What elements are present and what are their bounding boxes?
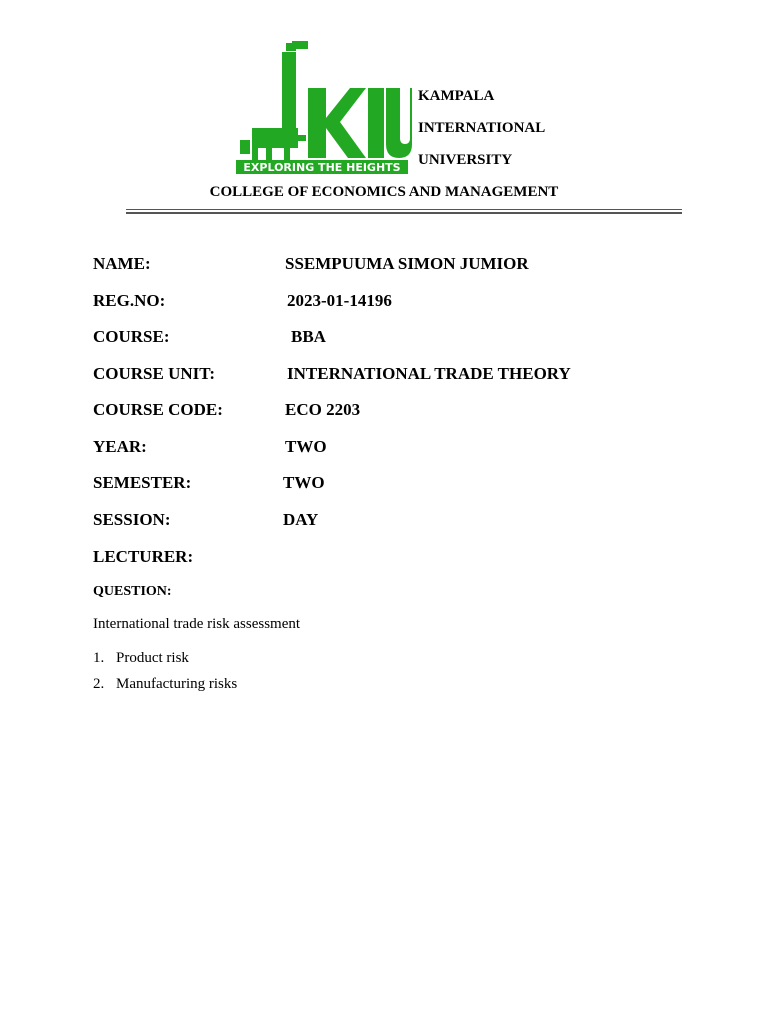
course-code-label: COURSE CODE: [93,400,223,419]
list-item-number: 2. [93,676,105,692]
year-label: YEAR: [93,437,147,456]
semester-value: TWO [283,473,325,492]
lecturer-label: LECTURER: [93,547,194,566]
college-name: COLLEGE OF ECONOMICS AND MANAGEMENT [209,184,559,200]
course-unit-value: INTERNATIONAL TRADE THEORY [287,364,571,383]
list-item: Manufacturing risks [116,676,238,692]
header-divider-thin [126,209,682,210]
university-name-line-2: INTERNATIONAL [418,120,546,136]
university-name-line-3: UNIVERSITY [418,152,513,168]
list-item: Product risk [116,650,189,666]
name-label: NAME: [93,254,151,273]
session-value: DAY [283,510,319,529]
course-label: COURSE: [93,327,170,346]
header-divider-thick [126,212,682,214]
semester-label: SEMESTER: [93,473,192,492]
question-label: QUESTION: [93,584,172,599]
university-name-line-1: KAMPALA [418,88,495,104]
logo-tagline: EXPLORING THE HEIGHTS [243,161,401,174]
year-value: TWO [285,437,327,456]
session-label: SESSION: [93,510,171,529]
course-unit-label: COURSE UNIT: [93,364,216,383]
list-item-number: 1. [93,650,105,666]
course-code-value: ECO 2203 [285,400,361,419]
kiu-logo [232,40,412,176]
course-value: BBA [291,327,326,346]
regno-value: 2023-01-14196 [287,291,392,310]
question-text: International trade risk assessment [93,616,301,632]
giraffe-icon [240,41,308,162]
regno-label: REG.NO: [93,291,166,310]
name-value: SSEMPUUMA SIMON JUMIOR [285,254,529,273]
